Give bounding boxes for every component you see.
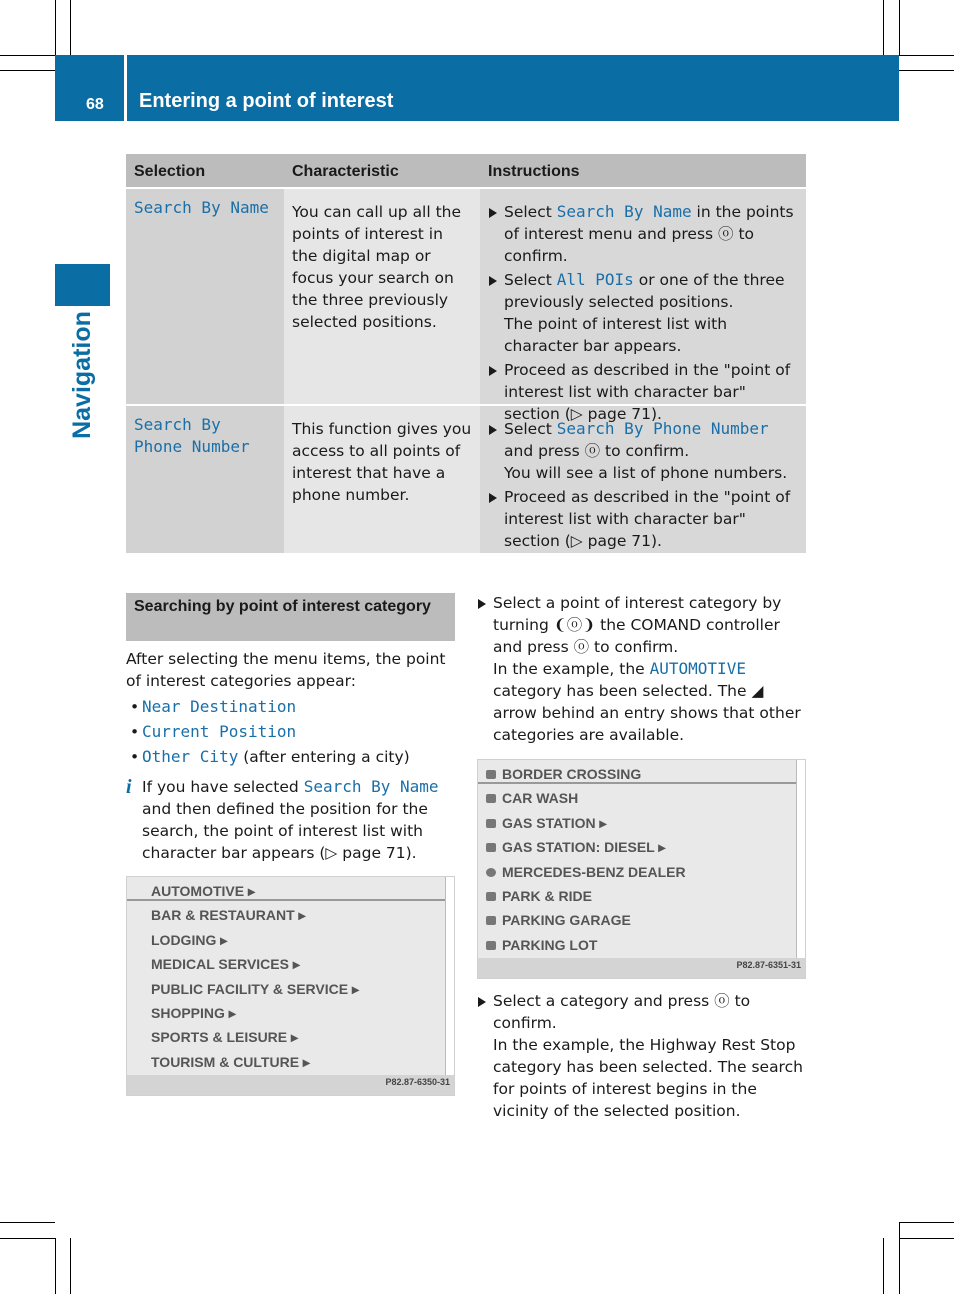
crop-mark <box>70 1238 71 1294</box>
step-text: or one of the three previously selected positions. <box>504 271 785 311</box>
screenshot-automotive-list <box>477 759 806 979</box>
table-row <box>126 187 806 423</box>
scrollbar <box>445 877 454 1075</box>
crop-mark <box>899 0 900 55</box>
category-list <box>127 879 454 1074</box>
info-code: Search By Name <box>303 777 439 796</box>
item-label: GAS STATION ▸ <box>502 814 607 831</box>
list-item <box>126 696 456 718</box>
border-crossing-icon <box>486 770 496 779</box>
crop-mark <box>0 55 55 56</box>
crop-mark <box>0 70 55 71</box>
step-code: AUTOMOTIVE <box>649 659 746 678</box>
crop-mark <box>899 1238 954 1239</box>
list-item <box>478 860 805 884</box>
crop-mark <box>883 0 884 55</box>
list-item: AUTOMOTIVE ▸ <box>151 883 255 899</box>
crop-mark <box>0 1222 55 1223</box>
side-tab-label: Navigation <box>68 311 96 439</box>
info-icon: i <box>126 776 132 798</box>
bullet-code: Near Destination <box>142 697 297 716</box>
left-column <box>126 648 456 864</box>
right-column-top <box>477 592 807 746</box>
page-title: Entering a point of interest <box>139 90 394 112</box>
item-label: PARK & RIDE <box>502 887 592 904</box>
item-label: MERCEDES-BENZ DEALER <box>502 863 686 880</box>
step-text: Select a point of interest category by turning ❨ⓞ❩ the COMAND controller and press ⓞ to confirm. <box>493 594 782 656</box>
table-header-cell: Instructions <box>480 154 806 187</box>
step-text: In the example, the <box>493 660 650 678</box>
instruction-step <box>488 418 798 484</box>
crop-mark <box>70 0 71 55</box>
section-heading: Searching by point of interest category <box>126 593 455 641</box>
step-text: Proceed as described in the "point of interest list with character bar" section (▷ page 71). <box>504 361 791 423</box>
list-item <box>478 811 805 835</box>
characteristic-cell: This function gives you access to all points of interest that have a phone number. <box>284 406 480 553</box>
mercedes-star-icon <box>486 868 496 877</box>
selection-cell <box>126 189 284 404</box>
characteristic-cell: You can call up all the points of interest in the digital map or focus your search on the three previously selected positions. <box>284 189 480 404</box>
step-note: The point of interest list with character bar appears. <box>504 315 728 355</box>
instruction-step <box>477 990 807 1122</box>
parking-lot-icon <box>486 941 496 950</box>
parking-garage-icon <box>486 916 496 925</box>
crop-mark <box>899 55 954 56</box>
list-item: MEDICAL SERVICES ▸ <box>151 956 300 973</box>
instruction-step <box>477 592 807 746</box>
step-text: Proceed as described in the "point of interest list with character bar" section (▷ page 71). <box>504 488 791 550</box>
instruction-step <box>488 201 798 267</box>
instructions-table <box>126 154 806 553</box>
step-code: All POIs <box>556 270 634 289</box>
image-code: P82.87-6350-31 <box>385 1077 450 1087</box>
instructions-cell <box>480 189 806 423</box>
table-header-cell: Characteristic <box>284 154 480 187</box>
info-text: and then defined the position for the search, the point of interest list with character bar appears (▷ page 71). <box>142 800 428 862</box>
bullet-code: Current Position <box>142 722 297 741</box>
list-item: SPORTS & LEISURE ▸ <box>151 1029 299 1046</box>
intro-text: After selecting the menu items, the point of interest categories appear: <box>126 650 446 690</box>
step-text: and press ⓞ to confirm. <box>504 442 690 460</box>
step-text: Select <box>504 271 557 289</box>
list-item: TOURISM & CULTURE ▸ <box>151 1053 310 1070</box>
instructions-cell <box>480 406 806 553</box>
gas-station-icon <box>486 843 496 852</box>
right-column-bottom <box>477 990 807 1122</box>
crop-mark <box>899 1222 954 1223</box>
list-item <box>126 721 456 743</box>
list-item: LODGING ▸ <box>151 931 228 948</box>
header-divider <box>124 55 127 121</box>
list-item <box>478 884 805 908</box>
step-text: Select <box>504 203 557 221</box>
highlight-line <box>478 782 796 784</box>
gas-station-icon <box>486 819 496 828</box>
step-note: You will see a list of phone numbers. <box>504 464 788 482</box>
list-item <box>126 746 456 768</box>
instruction-step <box>488 486 798 552</box>
crop-mark <box>55 0 56 55</box>
list-item <box>478 835 805 859</box>
list-item <box>478 908 805 932</box>
info-text: If you have selected <box>142 778 304 796</box>
scrollbar <box>796 760 805 958</box>
selection-code: Search By Name <box>134 198 269 217</box>
instruction-step <box>488 269 798 357</box>
page-number: 68 <box>86 96 104 113</box>
item-label: PARKING LOT <box>502 936 598 953</box>
selection-cell <box>126 406 284 553</box>
screenshot-poi-categories <box>126 876 455 1096</box>
table-header <box>126 154 806 187</box>
step-text: In the example, the Highway Rest Stop category has been selected. The search for points of interest begins in the vicinity of the selected position. <box>493 1036 803 1120</box>
step-code: Search By Phone Number <box>556 419 769 438</box>
item-label: CAR WASH <box>502 790 579 807</box>
step-text: Select a category and press ⓞ to confirm. <box>493 992 751 1032</box>
park-ride-icon <box>486 892 496 901</box>
list-item: SHOPPING ▸ <box>151 1004 236 1021</box>
item-label: GAS STATION: DIESEL ▸ <box>502 839 666 856</box>
info-note <box>126 776 456 864</box>
instruction-step <box>488 359 798 425</box>
list-item: BAR & RESTAURANT ▸ <box>151 907 306 924</box>
table-row <box>126 404 806 553</box>
crop-mark <box>883 1238 884 1294</box>
list-item: PUBLIC FACILITY & SERVICE ▸ <box>151 980 359 997</box>
table-header-cell: Selection <box>126 154 284 187</box>
step-text: Select <box>504 420 557 438</box>
item-label: PARKING GARAGE <box>502 912 631 929</box>
bullet-code: Other City <box>142 747 239 766</box>
crop-mark <box>55 1238 56 1294</box>
side-tab-block <box>55 264 110 306</box>
item-label: BORDER CROSSING <box>502 766 642 782</box>
step-text: category has been selected. The ◢ arrow behind an entry shows that other categories are available. <box>493 682 801 744</box>
list-item <box>478 786 805 810</box>
step-text: in the points of interest menu and press ⓞ to confirm. <box>504 203 794 265</box>
step-code: Search By Name <box>556 202 692 221</box>
car-wash-icon <box>486 794 496 803</box>
bullet-text: (after entering a city) <box>238 748 410 766</box>
image-code: P82.87-6351-31 <box>736 960 801 970</box>
selection-code: Search By Phone Number <box>134 415 250 456</box>
crop-mark <box>0 1238 55 1239</box>
crop-mark <box>899 1222 900 1294</box>
category-list <box>478 762 805 957</box>
crop-mark <box>899 70 954 71</box>
